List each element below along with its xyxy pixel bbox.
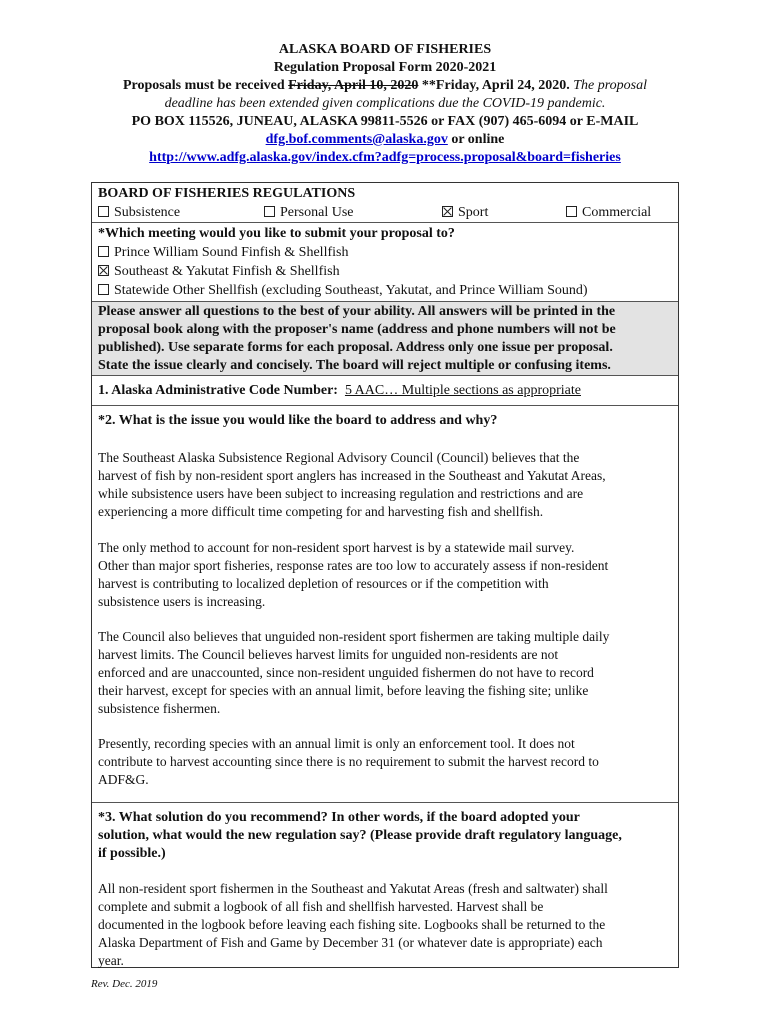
checkbox-icon[interactable]: [264, 206, 275, 217]
meeting-option-pws[interactable]: Prince William Sound Finfish & Shellfish: [98, 244, 348, 262]
checked-checkbox-icon[interactable]: [442, 206, 453, 217]
deadline-struck: Friday, April 10, 2020: [288, 78, 419, 93]
meeting-option-statewide[interactable]: Statewide Other Shellfish (excluding Southeast, Yakutat, and Prince William Sound): [98, 282, 588, 300]
meeting-option-southeast[interactable]: Southeast & Yakutat Finfish & Shellfish: [98, 263, 340, 281]
instructions-line: State the issue clearly and concisely. The board will reject multiple or confusing items.: [98, 358, 611, 373]
q2-paragraph-3: The Council also believes that unguided non-resident sport fishermen are taking multiple daily harvest limits. The Council believes harvest limits for unguided non-residents are not enforced and are unaccounted, since non-resident unguided fishermen do not have to record their harvest, except for species with an annual limit, before leaving the fishing site; unlike subsistence fishermen.: [98, 629, 610, 716]
q3-section: [92, 803, 678, 967]
checkbox-icon[interactable]: [566, 206, 577, 217]
checkbox-icon[interactable]: [98, 206, 109, 217]
q1-label: 1. Alaska Administrative Code Number:: [98, 383, 338, 398]
meeting-section: [92, 223, 678, 302]
proposal-url-link[interactable]: http://www.adfg.alaska.gov/index.cfm?adfg=process.proposal&board=fisheries: [149, 150, 621, 165]
or-online-text: or online: [447, 132, 505, 147]
deadline-note: The proposal: [569, 78, 647, 93]
q1-section: [92, 376, 678, 406]
instructions-line: proposal book along with the proposer's name (address and phone numbers will not be: [98, 322, 616, 337]
deadline-line: [0, 77, 770, 95]
q2-paragraph-2: The only method to account for non-resident sport harvest is by a statewide mail survey. Other than major sport fisheries, response rates are too low to accurately assess if non-resident harvest is contributing to localized depletion of resources or if the competition with subsistence users is increasing.: [98, 540, 609, 609]
option-subsistence[interactable]: Subsistence: [98, 204, 180, 222]
instructions-section: [92, 302, 678, 376]
proposal-form-table: [91, 182, 679, 968]
q2-section: [92, 406, 678, 803]
regulations-section: [92, 183, 678, 223]
form-title: ALASKA BOARD OF FISHERIES: [278, 42, 492, 57]
email-link[interactable]: dfg.bof.comments@alaska.gov: [265, 132, 448, 147]
q1-line: [98, 382, 581, 400]
revision-footer: Rev. Dec. 2019: [91, 978, 158, 990]
regulation-options: [92, 204, 678, 222]
address-line: PO BOX 115526, JUNEAU, ALASKA 99811-5526 or FAX (907) 465-6094 or E-MAIL: [131, 114, 639, 129]
checked-checkbox-icon[interactable]: [98, 265, 109, 276]
option-commercial[interactable]: Commercial: [566, 204, 651, 222]
option-personal-use[interactable]: Personal Use: [264, 204, 354, 222]
q3-label-line: *3. What solution do you recommend? In other words, if the board adopted your: [98, 810, 580, 825]
q2-paragraph-4: Presently, recording species with an annual limit is only an enforcement tool. It does not contribute to harvest accounting since there is no requirement to submit the harvest record to ADF&G.: [98, 736, 599, 787]
q2-paragraph-1: The Southeast Alaska Subsistence Regional Advisory Council (Council) believes that the harvest of fish by non-resident sport anglers has increased in the Southeast and Yakutat Areas, while subsistence users have been subject to increasing regulation and restrictions and are experiencing a more difficult time competing for and harvesting fish and shellfish.: [98, 450, 606, 519]
email-line: [0, 131, 770, 149]
regulations-heading: BOARD OF FISHERIES REGULATIONS: [98, 186, 356, 201]
option-sport[interactable]: Sport: [442, 204, 488, 222]
deadline-prefix: Proposals must be received: [122, 78, 289, 93]
deadline-note-2: deadline has been extended given complications due the COVID-19 pandemic.: [164, 96, 606, 111]
instructions-line: published). Use separate forms for each proposal. Address only one issue per proposal.: [98, 340, 613, 355]
checkbox-icon[interactable]: [98, 284, 109, 295]
meeting-question: *Which meeting would you like to submit your proposal to?: [98, 226, 455, 241]
form-subtitle: Regulation Proposal Form 2020-2021: [273, 60, 497, 75]
deadline-new: **Friday, April 24, 2020.: [418, 78, 570, 93]
checkbox-icon[interactable]: [98, 246, 109, 257]
instructions-line: Please answer all questions to the best of your ability. All answers will be printed in the: [98, 304, 616, 319]
q3-label-line: if possible.): [98, 846, 166, 861]
q3-label-line: solution, what would the new regulation say? (Please provide draft regulatory language,: [98, 828, 622, 843]
q3-paragraph: All non-resident sport fishermen in the Southeast and Yakutat Areas (fresh and saltwater) shall complete and submit a logbook of all fish and shellfish harvested. Harvest shall be documented in the logbook before leaving each fishing site. Logbooks shall be returned to the Alaska Department of Fish and Game by December 31 (or whatever date is appropriate) each year.: [98, 881, 608, 968]
url-line: [0, 149, 770, 167]
q1-answer[interactable]: 5 AAC… Multiple sections as appropriate: [344, 383, 581, 398]
q2-label: *2. What is the issue you would like the board to address and why?: [98, 413, 498, 428]
